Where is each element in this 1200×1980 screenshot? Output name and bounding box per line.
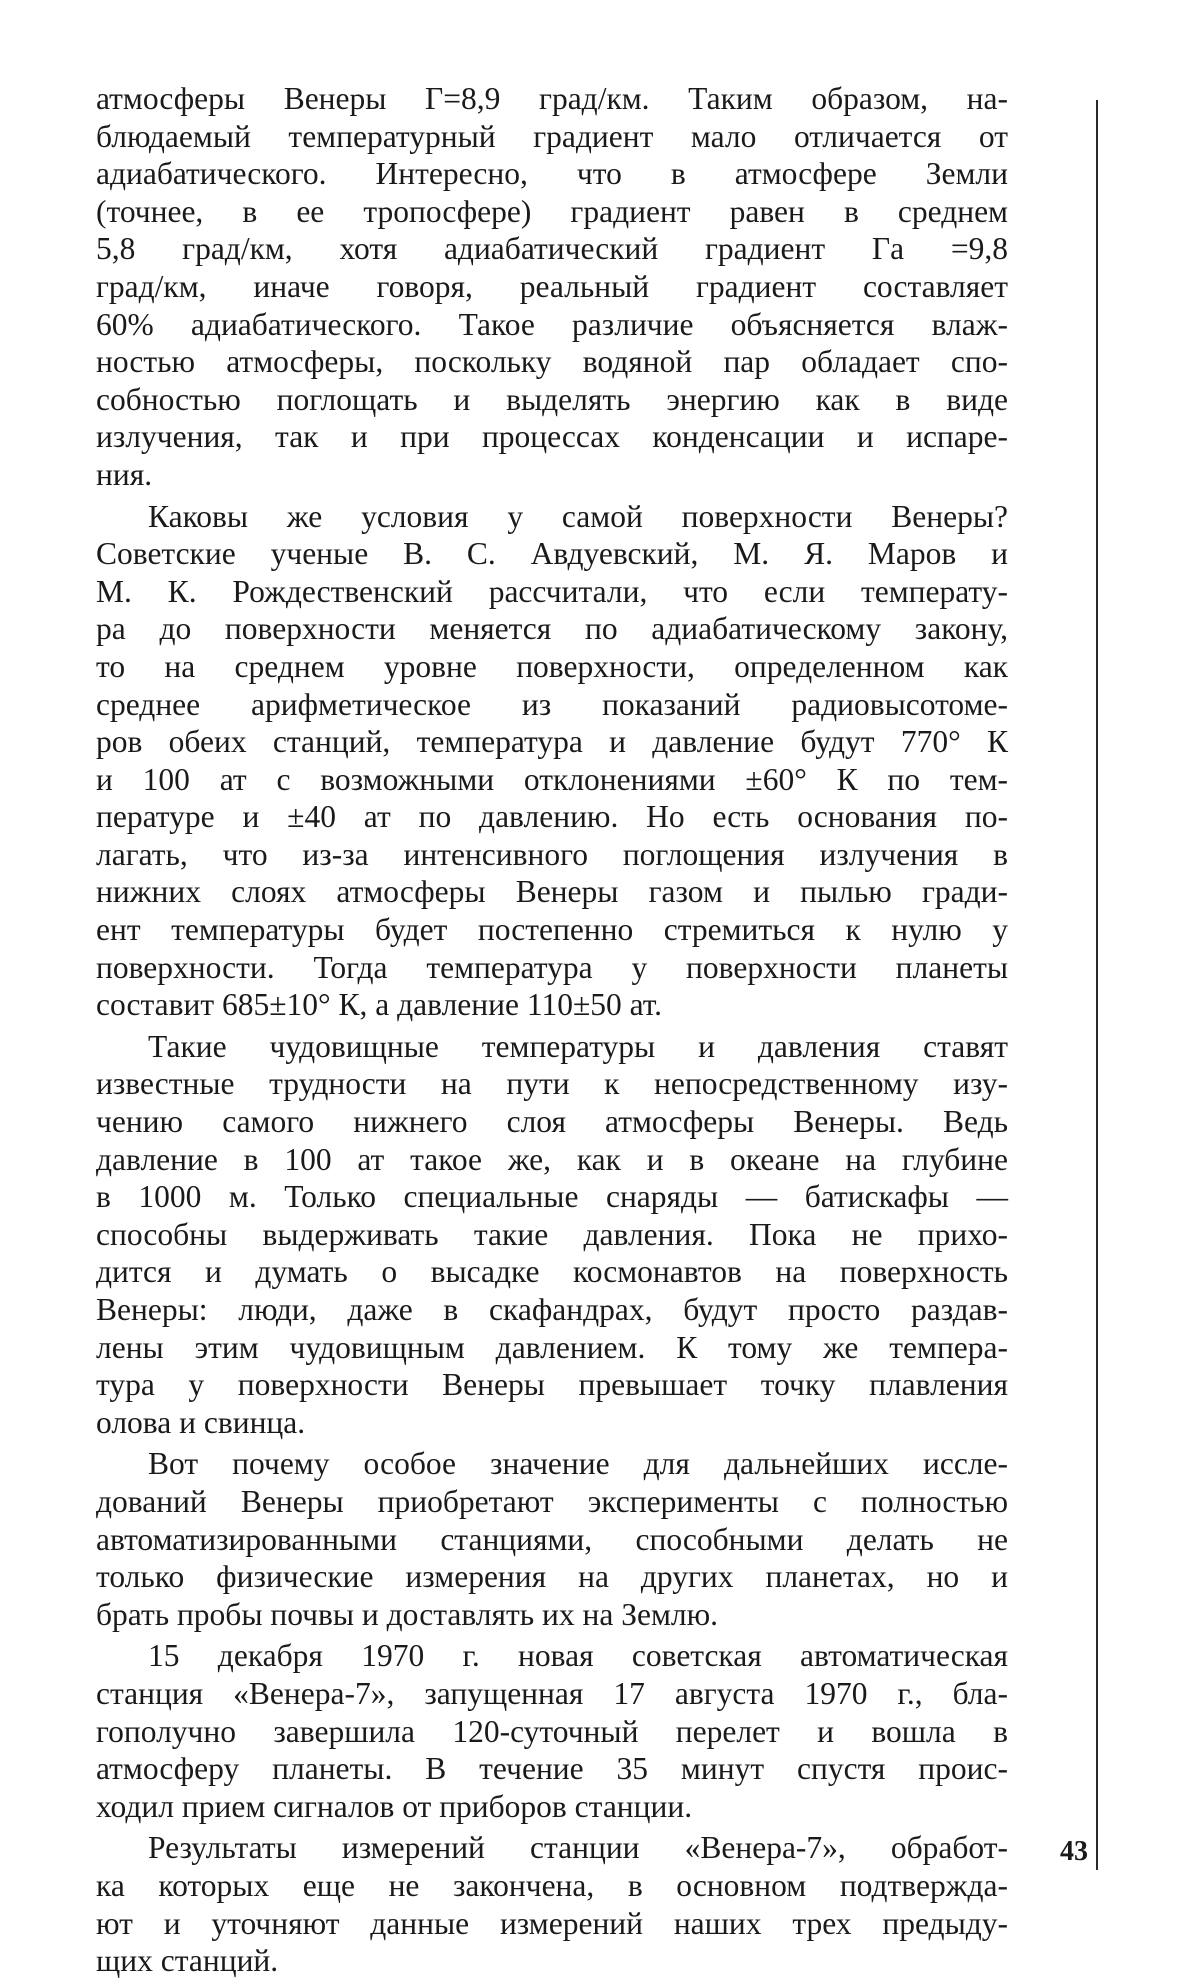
text-line: ностью атмосферы, поскольку водяной пар обладает спо- <box>96 344 1008 380</box>
text-line: известные трудности на пути к непосредственному изу- <box>96 1066 1008 1102</box>
text-line: брать пробы почвы и доставлять их на Землю. <box>96 1596 719 1632</box>
text-line: тура у поверхности Венеры превышает точку плавления <box>96 1367 1008 1403</box>
text-line: способны выдерживать такие давления. Пока не прихо- <box>96 1216 1008 1252</box>
text-line: Советские ученые В. С. Авдуевский, М. Я. Маров и <box>96 536 1008 572</box>
text-line: Результаты измерений станции «Венера-7», обработ- <box>148 1830 1008 1866</box>
text-line: град/км, иначе говоря, реальный градиент составляет <box>96 268 1008 304</box>
text-line: среднее арифметическое из показаний радиовысотоме- <box>96 686 1008 722</box>
text-line: ка которых еще не закончена, в основном подтвержда- <box>96 1867 1008 1903</box>
paragraph <box>96 498 1008 1024</box>
text-line: собностью поглощать и выделять энергию как в виде <box>96 381 1008 417</box>
page-body <box>96 80 1008 1979</box>
text-line: блюдаемый температурный градиент мало отличается от <box>96 118 1008 154</box>
text-line: поверхности. Тогда температура у поверхности планеты <box>96 949 1008 985</box>
text-line: в 1000 м. Только специальные снаряды — батискафы — <box>96 1179 1008 1215</box>
text-line: составит 685±10° К, а давление 110±50 ат. <box>96 987 663 1023</box>
text-line: гополучно завершила 120-суточный перелет и вошла в <box>96 1713 1008 1749</box>
paragraph <box>96 1637 1008 1825</box>
page-number: 43 <box>1060 1836 1088 1867</box>
text-line: ров обеих станций, температура и давление будут 770° К <box>96 724 1008 760</box>
text-line: пературе и ±40 ат по давлению. Но есть основания по- <box>96 799 1008 835</box>
paragraph <box>96 80 1008 494</box>
text-line: и 100 ат с возможными отклонениями ±60° К по тем- <box>96 761 1008 797</box>
paragraph <box>96 1028 1008 1442</box>
text-line: станция «Венера-7», запущенная 17 августа 1970 г., бла- <box>96 1675 1008 1711</box>
text-line: излучения, так и при процессах конденсации и испаре- <box>96 419 1008 455</box>
text-line: автоматизированными станциями, способными делать не <box>96 1521 1008 1557</box>
paragraph <box>96 1829 1008 1979</box>
text-line: 60% адиабатического. Такое различие объясняется влаж- <box>96 306 1008 342</box>
text-line: ния. <box>96 456 153 492</box>
text-line: дится и думать о высадке космонавтов на поверхность <box>96 1254 1008 1290</box>
text-line: атмосферу планеты. В течение 35 минут спустя проис- <box>96 1751 1008 1787</box>
text-line: щих станций. <box>96 1943 279 1979</box>
text-line: М. К. Рождественский рассчитали, что если температу- <box>96 573 1008 609</box>
text-line: лены этим чудовищным давлением. К тому же темпера- <box>96 1329 1008 1365</box>
text-line: 5,8 град/км, хотя адиабатический градиент Гa =9,8 <box>96 231 1008 267</box>
text-line: то на среднем уровне поверхности, определенном как <box>96 648 1008 684</box>
text-line: чению самого нижнего слоя атмосферы Венеры. Ведь <box>96 1104 1008 1140</box>
text-line: дований Венеры приобретают эксперименты с полностью <box>96 1483 1008 1519</box>
text-line: ют и уточняют данные измерений наших трех предыду- <box>96 1905 1008 1941</box>
text-line: ходил прием сигналов от приборов станции. <box>96 1788 693 1824</box>
text-line: олова и свинца. <box>96 1404 306 1440</box>
text-line: Такие чудовищные температуры и давления ставят <box>148 1028 1008 1064</box>
text-line: только физические измерения на других планетах, но и <box>96 1559 1008 1595</box>
text-line: 15 декабря 1970 г. новая советская автоматическая <box>148 1638 1008 1674</box>
text-line: Каковы же условия у самой поверхности Венеры? <box>148 498 1008 534</box>
text-line: ра до поверхности меняется по адиабатическому закону, <box>96 611 1008 647</box>
text-line: адиабатического. Интересно, что в атмосфере Земли <box>96 156 1008 192</box>
text-line: ент температуры будет постепенно стремиться к нулю у <box>96 912 1008 948</box>
text-line: Вот почему особое значение для дальнейших иссле- <box>148 1446 1008 1482</box>
margin-rule <box>1096 100 1098 1870</box>
text-line: лагать, что из-за интенсивного поглощения излучения в <box>96 836 1008 872</box>
paragraph <box>96 1445 1008 1633</box>
text-line: Венеры: люди, даже в скафандрах, будут просто раздав- <box>96 1292 1008 1327</box>
text-line: (точнее, в ее тропосфере) градиент равен в среднем <box>96 193 1008 229</box>
text-line: нижних слоях атмосферы Венеры газом и пылью гради- <box>96 874 1008 910</box>
text-line: давление в 100 ат такое же, как и в океане на глубине <box>96 1141 1008 1177</box>
text-line: атмосферы Венеры Г=8,9 град/км. Таким образом, на- <box>96 81 1008 116</box>
